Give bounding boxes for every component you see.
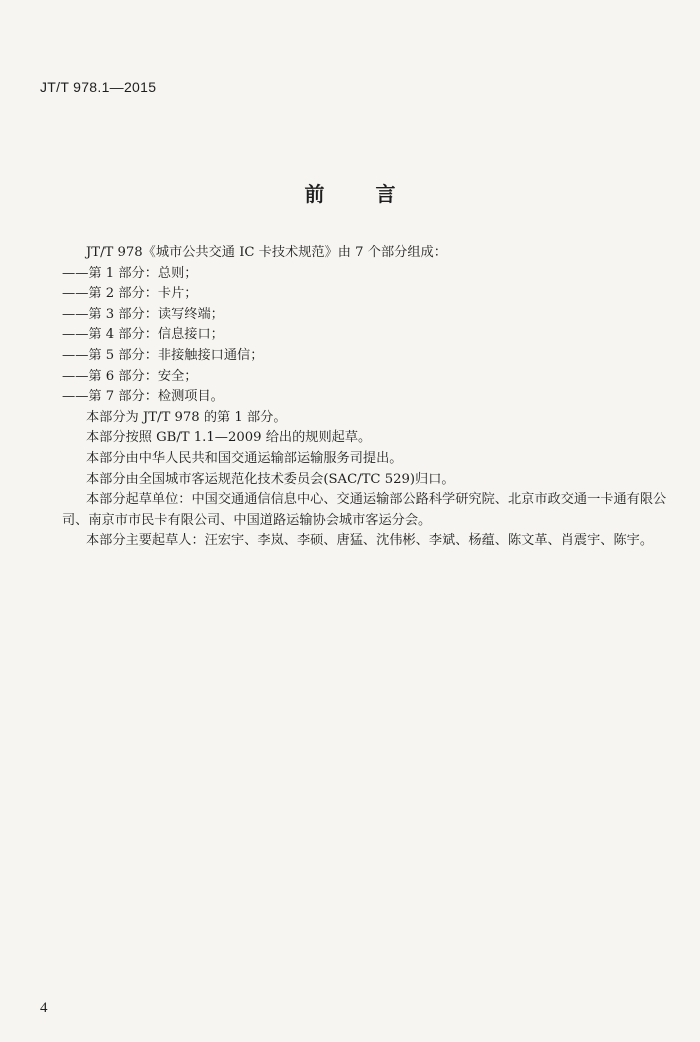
standard-number-header: JT/T 978.1—2015 (40, 79, 157, 95)
page-title: 前 言 (304, 182, 418, 206)
part-list-item: ——第 6 部分：安全； (62, 368, 198, 384)
drafting-units-paragraph: 本部分起草单位：中国交通通信信息中心、交通运输部公路科学研究院、北京市政交通一卡通有限公司、南京市市民卡有限公司、中国道路运输协会城市客运分会。 (62, 492, 667, 528)
paragraph: 本部分由全国城市客运规范化技术委员会(SAC/TC 529)归口。 (86, 471, 455, 487)
part-list-item: ——第 4 部分：信息接口； (62, 327, 224, 343)
part-list-item: ——第 2 部分：卡片； (62, 286, 198, 302)
part-list-item: ——第 5 部分：非接触接口通信； (62, 347, 264, 363)
drafters-paragraph: 本部分主要起草人：汪宏宇、李岚、李硕、唐猛、沈伟彬、李斌、杨蕴、陈文革、肖震宇、陈宇。 (86, 533, 654, 549)
paragraph: 本部分由中华人民共和国交通运输部运输服务司提出。 (86, 450, 403, 466)
page-number: 4 (40, 1000, 48, 1016)
paragraph: 本部分为 JT/T 978 的第 1 部分。 (86, 409, 287, 425)
part-list-item: ——第 7 部分：检测项目。 (62, 389, 224, 405)
intro-paragraph: JT/T 978《城市公共交通 IC 卡技术规范》由 7 个部分组成： (86, 245, 447, 260)
foreword-body (62, 243, 682, 552)
part-list-item: ——第 1 部分：总则； (62, 265, 198, 281)
paragraph: 本部分按照 GB/T 1.1—2009 给出的规则起草。 (86, 430, 372, 446)
part-list-item: ——第 3 部分：读写终端； (62, 306, 224, 322)
